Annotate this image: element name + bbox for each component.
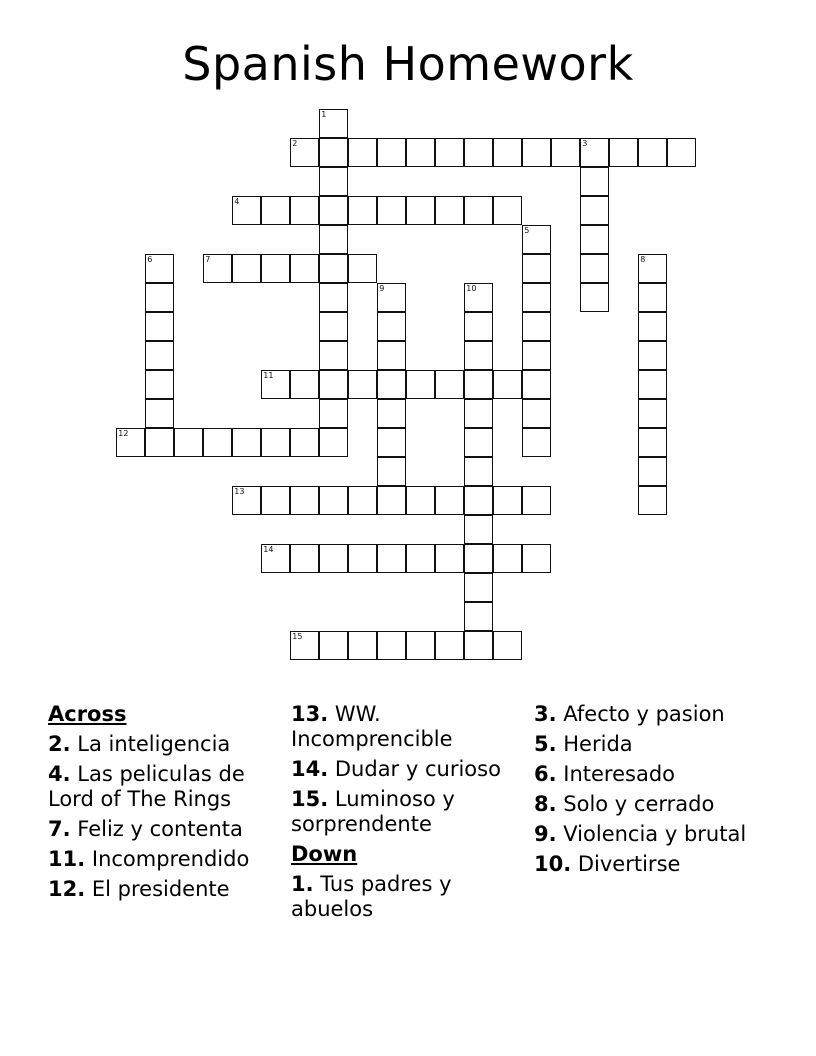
grid-cell[interactable] (377, 428, 406, 457)
clue-down-5 (534, 732, 774, 757)
clue-down-3 (534, 702, 774, 727)
grid-cell[interactable] (319, 341, 348, 370)
grid-cell[interactable] (580, 138, 609, 167)
grid-cell[interactable] (551, 138, 580, 167)
grid-cell[interactable] (522, 341, 551, 370)
grid-cell[interactable] (435, 544, 464, 573)
grid-cell[interactable] (319, 196, 348, 225)
clue-text: Dudar y curioso (328, 757, 501, 781)
grid-cell[interactable] (406, 138, 435, 167)
cell-number: 8 (640, 255, 646, 265)
clues-column-1 (48, 702, 273, 907)
grid-cell[interactable] (261, 544, 290, 573)
clue-across-11 (48, 847, 273, 872)
grid-cell[interactable] (348, 631, 377, 660)
clue-number: 1. (291, 872, 314, 896)
grid-cell[interactable] (290, 631, 319, 660)
grid-cell[interactable] (377, 631, 406, 660)
grid-cell[interactable] (464, 602, 493, 631)
grid-cell[interactable] (319, 312, 348, 341)
grid-cell[interactable] (435, 196, 464, 225)
grid-cell[interactable] (406, 370, 435, 399)
grid-cell[interactable] (232, 196, 261, 225)
clues-column-3 (534, 702, 774, 882)
clue-across-2 (48, 732, 273, 757)
clue-down-1 (291, 872, 526, 922)
grid-cell[interactable] (232, 486, 261, 515)
cell-number: 4 (234, 197, 240, 207)
grid-cell[interactable] (638, 428, 667, 457)
clue-number: 8. (534, 792, 557, 816)
clues-column-2 (291, 702, 526, 927)
clue-across-12 (48, 877, 273, 902)
grid-cell[interactable] (493, 370, 522, 399)
grid-cell[interactable] (377, 283, 406, 312)
clue-number: 4. (48, 762, 71, 786)
cell-number: 5 (524, 226, 530, 236)
grid-cell[interactable] (464, 544, 493, 573)
grid-cell[interactable] (377, 196, 406, 225)
grid-cell[interactable] (406, 544, 435, 573)
grid-cell[interactable] (522, 312, 551, 341)
grid-cell[interactable] (435, 486, 464, 515)
grid-cell[interactable] (319, 370, 348, 399)
grid-cell[interactable] (435, 370, 464, 399)
clue-text: Afecto y pasion (556, 702, 725, 726)
grid-cell[interactable] (435, 631, 464, 660)
grid-cell[interactable] (522, 486, 551, 515)
grid-cell[interactable] (580, 283, 609, 312)
clue-across-15 (291, 787, 526, 837)
clue-text: La inteligencia (70, 732, 231, 756)
grid-cell[interactable] (406, 486, 435, 515)
grid-cell[interactable] (522, 399, 551, 428)
clue-text: Luminoso y sorprendente (291, 787, 455, 836)
grid-cell[interactable] (464, 399, 493, 428)
clue-number: 14. (291, 757, 329, 781)
cell-number: 13 (234, 487, 245, 497)
grid-cell[interactable] (319, 399, 348, 428)
grid-cell[interactable] (638, 486, 667, 515)
cell-number: 10 (466, 284, 477, 294)
clue-number: 6. (534, 762, 557, 786)
grid-cell[interactable] (319, 138, 348, 167)
grid-cell[interactable] (319, 109, 348, 138)
clue-text: El presidente (85, 877, 230, 901)
grid-cell[interactable] (493, 138, 522, 167)
clue-number: 13. (291, 702, 329, 726)
grid-cell[interactable] (348, 544, 377, 573)
grid-cell[interactable] (406, 631, 435, 660)
grid-cell[interactable] (377, 138, 406, 167)
grid-cell[interactable] (290, 138, 319, 167)
grid-cell[interactable] (406, 196, 435, 225)
clue-down-8 (534, 792, 774, 817)
clue-text: Feliz y contenta (70, 817, 243, 841)
grid-cell[interactable] (377, 399, 406, 428)
grid-cell[interactable] (638, 341, 667, 370)
grid-cell[interactable] (522, 428, 551, 457)
clue-text: Divertirse (571, 852, 681, 876)
grid-cell[interactable] (464, 283, 493, 312)
grid-cell[interactable] (493, 631, 522, 660)
grid-cell[interactable] (580, 225, 609, 254)
grid-cell[interactable] (261, 428, 290, 457)
cell-number: 15 (292, 632, 303, 642)
grid-cell[interactable] (348, 196, 377, 225)
grid-cell[interactable] (174, 428, 203, 457)
grid-cell[interactable] (261, 254, 290, 283)
grid-cell[interactable] (319, 254, 348, 283)
grid-cell[interactable] (667, 138, 696, 167)
grid-cell[interactable] (580, 167, 609, 196)
cell-number: 1 (321, 110, 327, 120)
clue-text: Incomprendido (85, 847, 250, 871)
clue-across-4 (48, 762, 273, 812)
cell-number: 7 (205, 255, 211, 265)
clue-across-14 (291, 757, 526, 782)
grid-cell[interactable] (522, 283, 551, 312)
grid-cell[interactable] (609, 138, 638, 167)
cell-number: 14 (263, 545, 274, 555)
cell-number: 2 (292, 139, 298, 149)
grid-cell[interactable] (493, 544, 522, 573)
clue-text: Interesado (556, 762, 676, 786)
grid-cell[interactable] (348, 486, 377, 515)
grid-cell[interactable] (377, 457, 406, 486)
grid-cell[interactable] (638, 457, 667, 486)
grid-cell[interactable] (290, 370, 319, 399)
crossword-grid (117, 110, 737, 670)
grid-cell[interactable] (464, 138, 493, 167)
grid-cell[interactable] (319, 428, 348, 457)
grid-cell[interactable] (319, 631, 348, 660)
clue-text: Herida (556, 732, 633, 756)
page-title: Spanish Homework (182, 37, 634, 91)
clue-text: Las peliculas de Lord of The Rings (48, 762, 245, 811)
grid-cell[interactable] (290, 428, 319, 457)
grid-cell[interactable] (348, 370, 377, 399)
cell-number: 9 (379, 284, 385, 294)
clue-number: 7. (48, 817, 71, 841)
clue-number: 5. (534, 732, 557, 756)
grid-cell[interactable] (145, 312, 174, 341)
cell-number: 11 (263, 371, 274, 381)
grid-cell[interactable] (290, 196, 319, 225)
down-heading: Down (291, 842, 358, 866)
grid-cell[interactable] (319, 486, 348, 515)
grid-cell[interactable] (319, 167, 348, 196)
clue-number: 9. (534, 822, 557, 846)
clue-number: 3. (534, 702, 557, 726)
grid-cell[interactable] (319, 283, 348, 312)
grid-cell[interactable] (377, 370, 406, 399)
cell-number: 3 (582, 139, 588, 149)
grid-cell[interactable] (638, 283, 667, 312)
grid-cell[interactable] (522, 254, 551, 283)
grid-cell[interactable] (290, 486, 319, 515)
grid-cell[interactable] (638, 370, 667, 399)
grid-cell[interactable] (580, 254, 609, 283)
grid-cell[interactable] (377, 341, 406, 370)
grid-cell[interactable] (435, 138, 464, 167)
grid-cell[interactable] (638, 138, 667, 167)
clue-across-13 (291, 702, 526, 752)
grid-cell[interactable] (464, 515, 493, 544)
grid-cell[interactable] (638, 254, 667, 283)
clue-text: WW. Incomprencible (291, 702, 453, 751)
grid-cell[interactable] (464, 370, 493, 399)
grid-cell[interactable] (116, 428, 145, 457)
cell-number: 6 (147, 255, 153, 265)
grid-cell[interactable] (232, 254, 261, 283)
clue-text: Tus padres y abuelos (291, 872, 452, 921)
grid-cell[interactable] (145, 283, 174, 312)
grid-cell[interactable] (145, 399, 174, 428)
grid-cell[interactable] (261, 196, 290, 225)
clue-number: 12. (48, 877, 86, 901)
grid-cell[interactable] (319, 544, 348, 573)
clue-number: 11. (48, 847, 86, 871)
grid-cell[interactable] (638, 312, 667, 341)
grid-cell[interactable] (464, 486, 493, 515)
clue-text: Solo y cerrado (556, 792, 715, 816)
grid-cell[interactable] (580, 196, 609, 225)
grid-cell[interactable] (290, 254, 319, 283)
grid-cell[interactable] (493, 486, 522, 515)
grid-cell[interactable] (261, 486, 290, 515)
grid-cell[interactable] (377, 544, 406, 573)
grid-cell[interactable] (464, 631, 493, 660)
grid-cell[interactable] (464, 573, 493, 602)
grid-cell[interactable] (145, 341, 174, 370)
grid-cell[interactable] (261, 370, 290, 399)
grid-cell[interactable] (464, 196, 493, 225)
grid-cell[interactable] (348, 254, 377, 283)
grid-cell[interactable] (522, 544, 551, 573)
grid-cell[interactable] (464, 428, 493, 457)
clue-number: 15. (291, 787, 329, 811)
grid-cell[interactable] (493, 196, 522, 225)
grid-cell[interactable] (522, 225, 551, 254)
clue-text: Violencia y brutal (556, 822, 747, 846)
clue-number: 2. (48, 732, 71, 756)
grid-cell[interactable] (319, 225, 348, 254)
grid-cell[interactable] (145, 428, 174, 457)
grid-cell[interactable] (145, 254, 174, 283)
grid-cell[interactable] (522, 370, 551, 399)
grid-cell[interactable] (203, 254, 232, 283)
grid-cell[interactable] (232, 428, 261, 457)
grid-cell[interactable] (464, 457, 493, 486)
grid-cell[interactable] (203, 428, 232, 457)
grid-cell[interactable] (377, 486, 406, 515)
clue-number: 10. (534, 852, 572, 876)
grid-cell[interactable] (290, 544, 319, 573)
clue-down-10 (534, 852, 774, 877)
clue-across-7 (48, 817, 273, 842)
clue-down-9 (534, 822, 774, 847)
grid-cell[interactable] (377, 312, 406, 341)
grid-cell[interactable] (464, 341, 493, 370)
cell-number: 12 (118, 429, 129, 439)
clue-down-6 (534, 762, 774, 787)
grid-cell[interactable] (522, 138, 551, 167)
grid-cell[interactable] (638, 399, 667, 428)
across-heading: Across (48, 702, 127, 726)
grid-cell[interactable] (348, 138, 377, 167)
grid-cell[interactable] (464, 312, 493, 341)
grid-cell[interactable] (145, 370, 174, 399)
